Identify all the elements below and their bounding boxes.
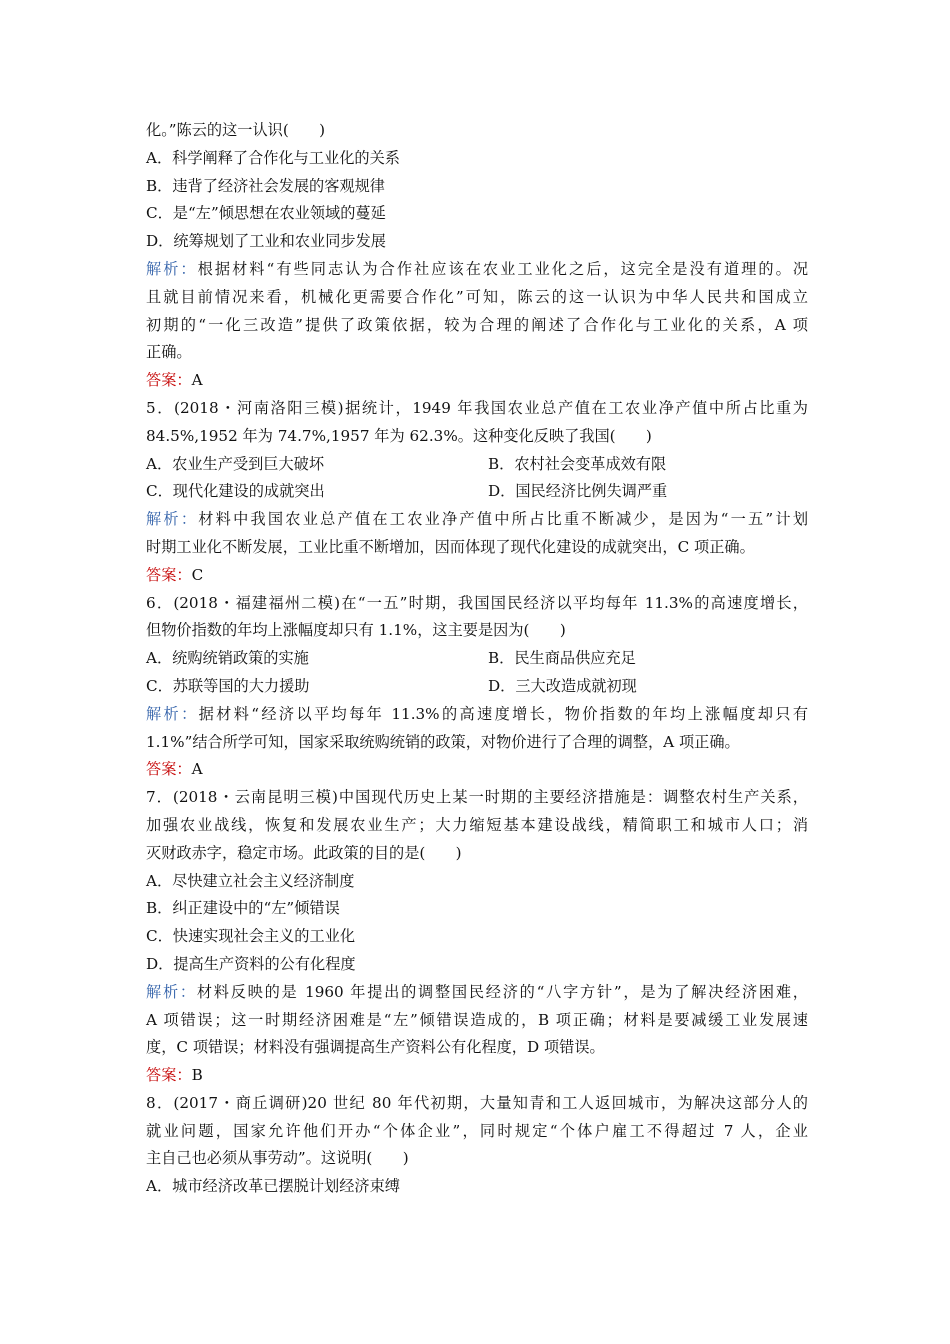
- q7-analysis-line-2: A 项错误；这一时期经济困难是“左”倾错误造成的，B 项正确；材料是要减缓工业发展速: [146, 1010, 808, 1029]
- q5-analysis-line-2: 时期工业化不断发展，工业比重不断增加，因而体现了现代化建设的成就突出，C 项正确。: [146, 537, 755, 556]
- q8-stem-line-2: 就业问题，国家允许他们开办“个体企业”，同时规定“个体户雇工不得超过 7 人，企业: [146, 1121, 808, 1140]
- q5-answer: [146, 562, 808, 590]
- q6-option-a: A．统购统销政策的实施: [146, 649, 309, 668]
- q7-answer-value: B: [191, 1066, 203, 1085]
- analysis-label: 解析：: [146, 704, 199, 723]
- q7-analysis-line-1: [146, 979, 808, 1007]
- q7-answer: [146, 1062, 808, 1090]
- q7-option-d: D．提高生产资料的公有化程度: [146, 954, 356, 973]
- q4-analysis-text-1: 根据材料“有些同志认为合作社应该在农业工业化之后，这完全是没有道理的。况: [197, 259, 809, 278]
- q5-options-row-1: [146, 451, 808, 479]
- q4-analysis-line-3: 初期的“一化三改造”提供了政策依据，较为合理的阐述了合作化与工业化的关系，A 项: [146, 315, 808, 334]
- answer-label: 答案：: [146, 1066, 192, 1085]
- q4-stem-tail: 化。”陈云的这一认识( ): [146, 121, 326, 139]
- document-page: [146, 117, 808, 1201]
- q4-option-d: D．统筹规划了工业和农业同步发展: [146, 232, 386, 251]
- q6-answer-value: A: [191, 760, 203, 779]
- q4-analysis-line-1: [146, 256, 808, 284]
- q7-analysis-line-3: 度，C 项错误；材料没有强调提高生产资料公有化程度，D 项错误。: [146, 1038, 605, 1057]
- q7-analysis-text-1: 材料反映的是 1960 年提出的调整国民经济的“八字方针”，是为了解决经济困难，: [196, 982, 808, 1001]
- q6-stem-line-1: 6．(2018・福建福州二模)在“一五”时期，我国国民经济以平均每年 11.3%的高速度增长，: [146, 593, 808, 612]
- q6-answer: [146, 756, 808, 784]
- answer-label: 答案：: [146, 760, 192, 779]
- q8-option-a: A．城市经济改革已摆脱计划经济束缚: [146, 1177, 400, 1196]
- q5-option-a: A．农业生产受到巨大破坏: [146, 454, 325, 473]
- q8-stem-line-3: 主自己也必须从事劳动”。这说明( ): [146, 1149, 409, 1168]
- q6-analysis-line-2: 1.1%”结合所学可知，国家采取统购统销的政策，对物价进行了合理的调整，A 项正确。: [146, 732, 740, 751]
- q5-option-b: B．农村社会变革成效有限: [488, 454, 667, 473]
- q7-option-c: C．快速实现社会主义的工业化: [146, 927, 356, 946]
- analysis-label: 解析：: [146, 510, 199, 529]
- q4-option-a: A．科学阐释了合作化与工业化的关系: [146, 148, 400, 167]
- q4-option-c: C．是“左”倾思想在农业领域的蔓延: [146, 204, 386, 223]
- q8-stem-line-1: 8．(2017・商丘调研)20 世纪 80 年代初期，大量知青和工人返回城市，为解决这部分人的: [146, 1093, 808, 1112]
- q4-option-b: B．违背了经济社会发展的客观规律: [146, 176, 385, 195]
- q7-option-b: B．纠正建设中的“左”倾错误: [146, 899, 340, 918]
- q5-option-c: C．现代化建设的成就突出: [146, 482, 325, 501]
- q7-option-a: A．尽快建立社会主义经济制度: [146, 871, 355, 890]
- q7-stem-line-2: 加强农业战线，恢复和发展农业生产；大力缩短基本建设战线，精简职工和城市人口；消: [146, 815, 808, 834]
- q5-answer-value: C: [191, 565, 204, 584]
- answer-label: 答案：: [146, 371, 192, 390]
- q5-option-d: D．国民经济比例失调严重: [488, 482, 668, 501]
- q6-options-row-2: [146, 673, 808, 701]
- q7-stem-line-3: 灭财政赤字，稳定市场。此政策的目的是( ): [146, 843, 462, 862]
- q6-option-c: C．苏联等国的大力援助: [146, 676, 310, 695]
- q6-stem-line-2: 但物价指数的年均上涨幅度却只有 1.1%，这主要是因为( ): [146, 621, 566, 640]
- q4-answer-value: A: [191, 371, 203, 390]
- q6-option-d: D．三大改造成就初现: [488, 676, 637, 695]
- q6-options-row-1: [146, 645, 808, 673]
- q4-analysis-line-4: 正确。: [146, 343, 192, 362]
- q4-analysis-line-2: 且就目前情况来看，机械化更需要合作化”可知，陈云的这一认识为中华人民共和国成立: [146, 287, 808, 306]
- answer-label: 答案：: [146, 565, 192, 584]
- q5-analysis-line-1: [146, 506, 808, 534]
- q6-analysis-line-1: [146, 701, 808, 729]
- q5-stem-line-2: 84.5%,1952 年为 74.7%,1957 年为 62.3%。这种变化反映了我国( ): [146, 426, 652, 445]
- q6-option-b: B．民生商品供应充足: [488, 649, 636, 668]
- q5-stem-line-1: 5．(2018・河南洛阳三模)据统计，1949 年我国农业总产值在工农业净产值中所占比重为: [146, 398, 808, 417]
- q6-analysis-text-1: 据材料“经济以平均每年 11.3%的高速度增长，物价指数的年均上涨幅度却只有: [198, 704, 809, 723]
- q7-stem-line-1: 7．(2018・云南昆明三模)中国现代历史上某一时期的主要经济措施是：调整农村生产关系，: [146, 788, 808, 807]
- q4-answer: [146, 367, 808, 395]
- analysis-label: 解析：: [146, 259, 198, 278]
- analysis-label: 解析：: [146, 982, 197, 1001]
- q5-analysis-text-1: 材料中我国农业总产值在工农业净产值中所占比重不断减少，是因为“一五”计划: [198, 510, 809, 529]
- q5-options-row-2: [146, 478, 808, 506]
